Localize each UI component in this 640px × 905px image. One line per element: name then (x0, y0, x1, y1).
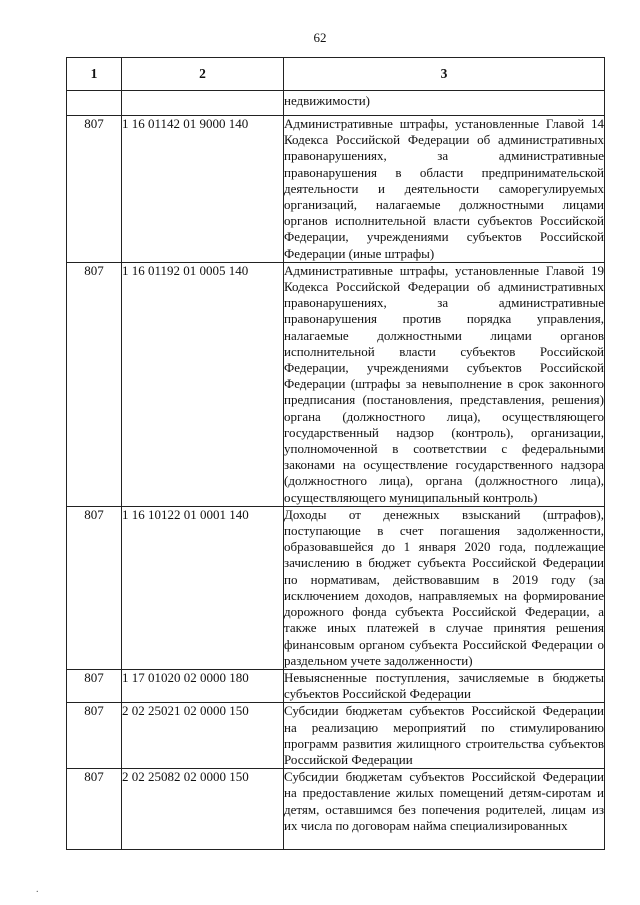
description-line: правонарушения в области предпринимательской (284, 164, 604, 180)
budget-classification-code-cell: 2 02 25021 02 0000 150 (122, 703, 284, 769)
description-line: исключением доходов, направляемых на формирование (284, 587, 604, 603)
column-header-2: 2 (122, 58, 284, 91)
budget-classification-code-cell: 1 16 01192 01 0005 140 (122, 262, 284, 506)
description-line: Субсидии бюджетам субъектов Российской Федерации (284, 703, 604, 719)
description-line: поступающие в счет погашения задолженности, (284, 523, 604, 539)
budget-classification-code-cell: 1 17 01020 02 0000 180 (122, 669, 284, 702)
description-line: также иных платежей в случае принятия решения (284, 620, 604, 636)
description-line: по нормативам, действовавшим в 2019 году (за (284, 571, 604, 587)
description-line: осуществляющего муниципальный контроль) (284, 489, 538, 505)
description-line: Федерации (иные штрафы) (284, 245, 435, 261)
admin-code-cell: 807 (67, 769, 122, 850)
description-line: исполнительной власти субъектов Российской (284, 343, 604, 359)
description-line: Невыясненные поступления, зачисляемые в бюджеты (284, 669, 604, 685)
column-header-3: 3 (284, 58, 605, 91)
admin-code-cell: 807 (67, 116, 122, 263)
revenue-description-cell (284, 669, 605, 702)
description-line: уполномоченной в соответствии с федеральными (284, 441, 604, 457)
description-line: органов исполнительной власти субъектов Российской (284, 213, 604, 229)
budget-classification-code-cell: 1 16 10122 01 0001 140 (122, 506, 284, 669)
description-line: финансовым органом субъекта Российской Федерации о (284, 636, 604, 652)
description-line: детям, оставшимся без попечения родителей, лицам из (284, 801, 604, 817)
revenue-description-cell (284, 262, 605, 506)
description-line: органа (должностного лица), осуществляющего (284, 408, 604, 424)
column-header-1: 1 (67, 58, 122, 91)
description-line: Административные штрафы, установленные Главой 19 (284, 262, 604, 278)
description-line: Кодекса Российской Федерации об административных (284, 279, 604, 295)
budget-classification-code-cell: 2 02 25082 02 0000 150 (122, 769, 284, 850)
revenue-description-cell (284, 91, 605, 116)
budget-classification-code-cell (122, 91, 284, 116)
revenue-description-cell (284, 769, 605, 850)
admin-code-cell: 807 (67, 506, 122, 669)
description-line: образовавшейся до 1 января 2020 года, подлежащие (284, 539, 604, 555)
description-line: Российской Федерации (284, 751, 413, 767)
description-line: на предоставление жилых помещений детям-сиротам и (284, 785, 604, 801)
revenue-description-cell (284, 506, 605, 669)
description-line: раздельном учете задолженности) (284, 652, 473, 668)
table-header-row (67, 58, 605, 91)
description-line: правонарушениях, за административные (284, 295, 604, 311)
admin-code-cell: 807 (67, 703, 122, 769)
budget-code-table (66, 57, 605, 850)
budget-classification-code-cell: 1 16 01142 01 9000 140 (122, 116, 284, 263)
description-line: организаций, налагаемые должностными лицами (284, 197, 604, 213)
description-line: (должностного лица), органа (должностного лица), (284, 473, 604, 489)
description-line: Субсидии бюджетам субъектов Российской Федерации (284, 769, 604, 785)
description-line: законами на осуществление государственного надзора (284, 457, 604, 473)
description-line: Кодекса Российской Федерации об административных (284, 132, 604, 148)
admin-code-cell (67, 91, 122, 116)
description-line: правонарушения против порядка управления, (284, 311, 604, 327)
description-line: деятельности и деятельности саморегулируемых (284, 180, 604, 196)
table-row (67, 703, 605, 769)
table-row (67, 769, 605, 850)
revenue-description-cell (284, 703, 605, 769)
description-line: Административные штрафы, установленные Главой 14 (284, 116, 604, 131)
page-number: 62 (313, 30, 327, 45)
revenue-description-cell (284, 116, 605, 263)
description-line: дорожного фонда субъекта Российской Федерации, а (284, 604, 604, 620)
description-line: субъектов Российской Федерации (284, 686, 471, 702)
description-line: их числа по договорам найма специализированных (284, 817, 568, 833)
margin-mark: . (36, 884, 39, 895)
description-line: предписания (постановления, представления, решения) (284, 392, 604, 408)
table-row (67, 91, 605, 116)
table-row (67, 116, 605, 263)
description-line: Федерации, учреждениями субъектов Российской (284, 360, 604, 376)
table-row (67, 669, 605, 702)
description-line: Федерации, учреждениями субъектов Российской (284, 229, 604, 245)
description-line: программ развития жилищного строительства субъектов (284, 735, 604, 751)
table-row (67, 262, 605, 506)
description-line: Федерации (штрафы за невыполнение в срок законного (284, 376, 604, 392)
description-line: государственный надзор (контроль), организации, (284, 424, 604, 440)
description-line: налагаемые должностными лицами органов (284, 327, 604, 343)
description-line: на реализацию мероприятий по стимулированию (284, 719, 604, 735)
admin-code-cell: 807 (67, 262, 122, 506)
table-row (67, 506, 605, 669)
description-line: правонарушениях, за административные (284, 148, 604, 164)
description-line: недвижимости) (284, 93, 370, 108)
description-line: Доходы от денежных взысканий (штрафов), (284, 506, 604, 522)
description-line: зачислению в бюджет субъекта Российской Федерации (284, 555, 604, 571)
admin-code-cell: 807 (67, 669, 122, 702)
